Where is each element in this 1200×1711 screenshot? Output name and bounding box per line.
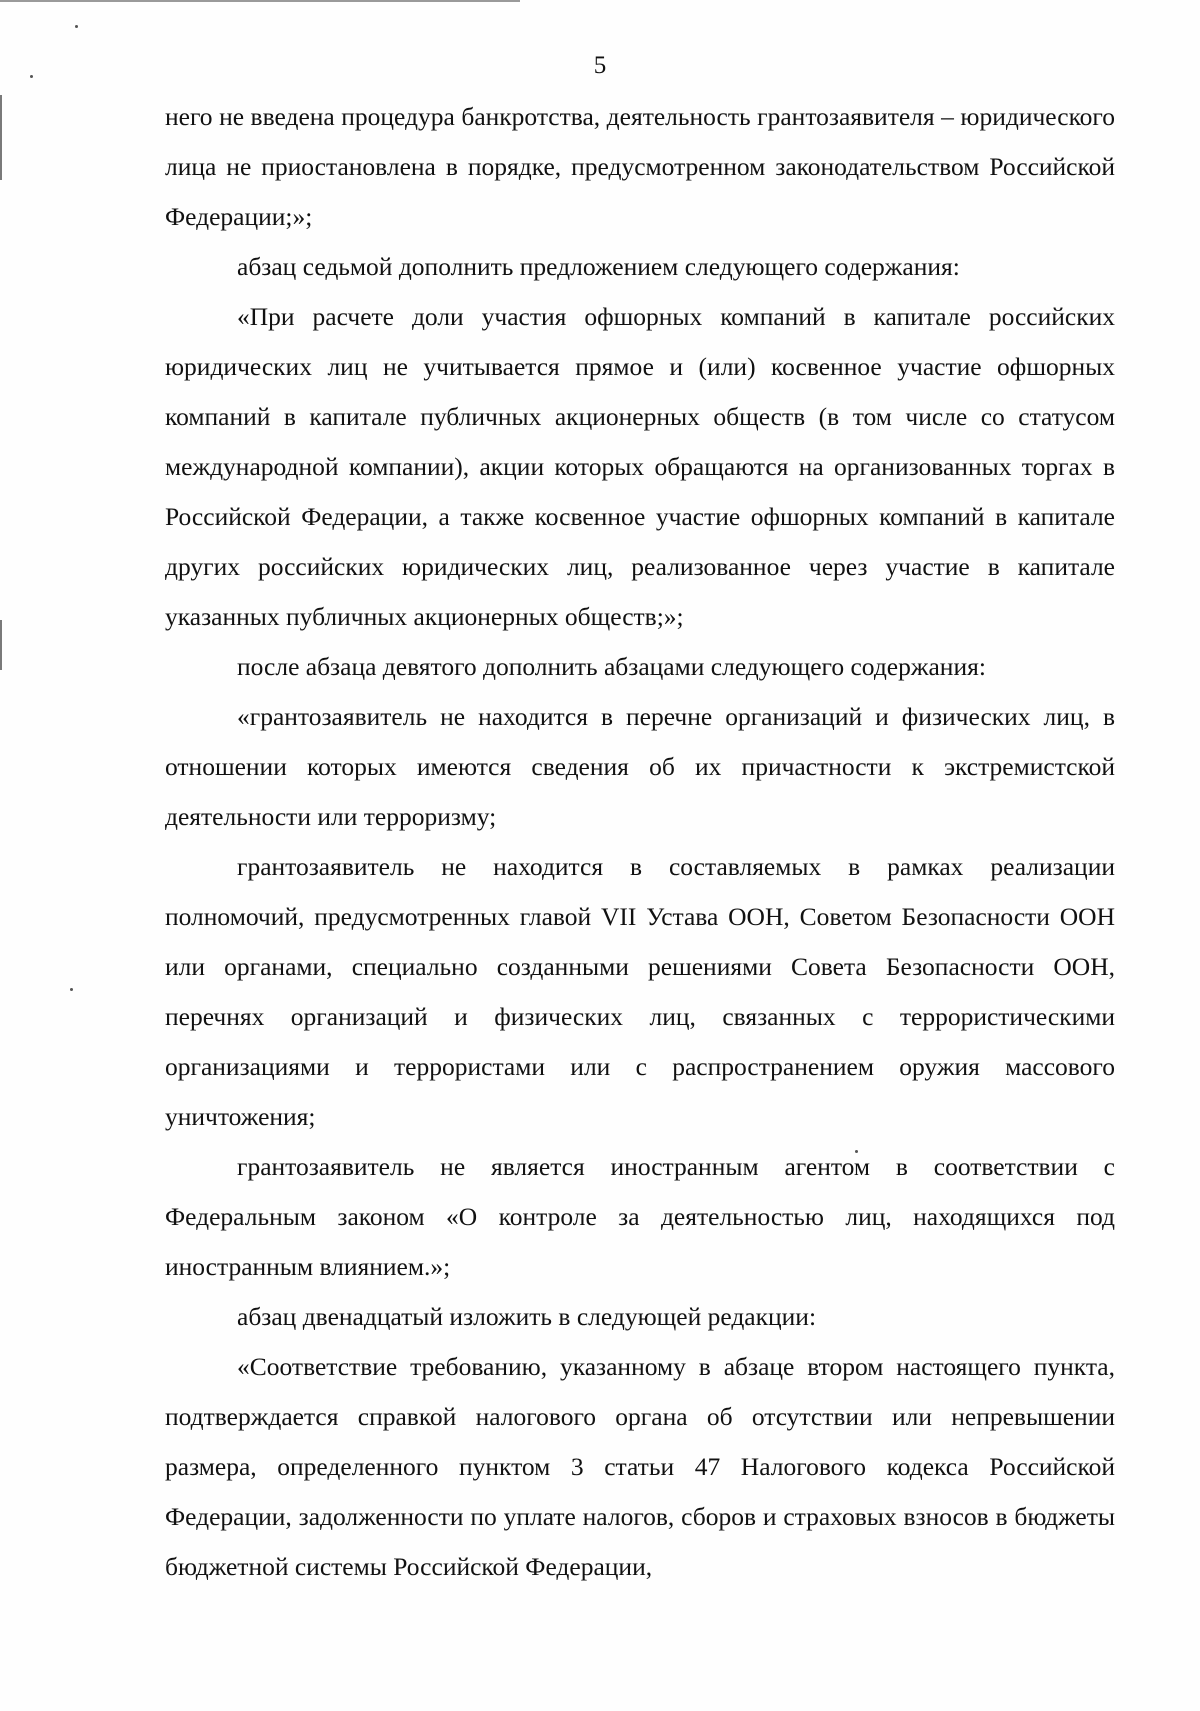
- paragraph: абзац седьмой дополнить предложением следующего содержания:: [237, 252, 960, 281]
- scan-margin-mark: [0, 95, 2, 180]
- scan-edge-line: [0, 0, 520, 2]
- paragraph: грантозаявитель не является иностранным агентом в соответствии с Федеральным законом «О контроле за деятельностью лиц, находящихся под иностранным влиянием.»;: [165, 1152, 1115, 1281]
- scan-speck: [75, 25, 78, 28]
- paragraph: после абзаца девятого дополнить абзацами следующего содержания:: [237, 652, 986, 681]
- paragraph: абзац двенадцатый изложить в следующей редакции:: [237, 1302, 817, 1331]
- document-body: [165, 92, 1115, 1592]
- paragraph: него не введена процедура банкротства, деятельность грантозаявителя – юридического лица не приостановлена в порядке, предусмотренном законодательством Российской Федерации;»;: [165, 102, 1115, 231]
- paragraph: «При расчете доли участия офшорных компаний в капитале российских юридических лиц не учитывается прямое и (или) косвенное участие офшорных компаний в капитале публичных акционерных обществ (в том числе со статусом международной компании), акции которых обращаются на организованных торгах в Российской Федерации, а также косвенное участие офшорных компаний в капитале других российских юридических лиц, реализованное через участие в капитале указанных публичных акционерных обществ;»;: [165, 302, 1115, 631]
- page-number: 5: [593, 52, 607, 79]
- scan-speck: [70, 988, 73, 991]
- paragraph: «грантозаявитель не находится в перечне организаций и физических лиц, в отношении которых имеются сведения об их причастности к экстремистской деятельности или терроризму;: [165, 702, 1115, 831]
- scan-margin-mark: [0, 620, 2, 670]
- paragraph: «Соответствие требованию, указанному в абзаце втором настоящего пункта, подтверждается справкой налогового органа об отсутствии или непревышении размера, определенного пунктом 3 статьи 47 Налогового кодекса Российской Федерации, задолженности по уплате налогов, сборов и страховых взносов в бюджеты бюджетной системы Российской Федерации,: [165, 1352, 1115, 1581]
- paragraph: грантозаявитель не находится в составляемых в рамках реализации полномочий, предусмотренных главой VII Устава ООН, Советом Безопасности ООН или органами, специально созданными решениями Совета Безопасности ООН, перечнях организаций и физических лиц, связанных с террористическими организациями и террористами или с распространением оружия массового уничтожения;: [165, 852, 1115, 1131]
